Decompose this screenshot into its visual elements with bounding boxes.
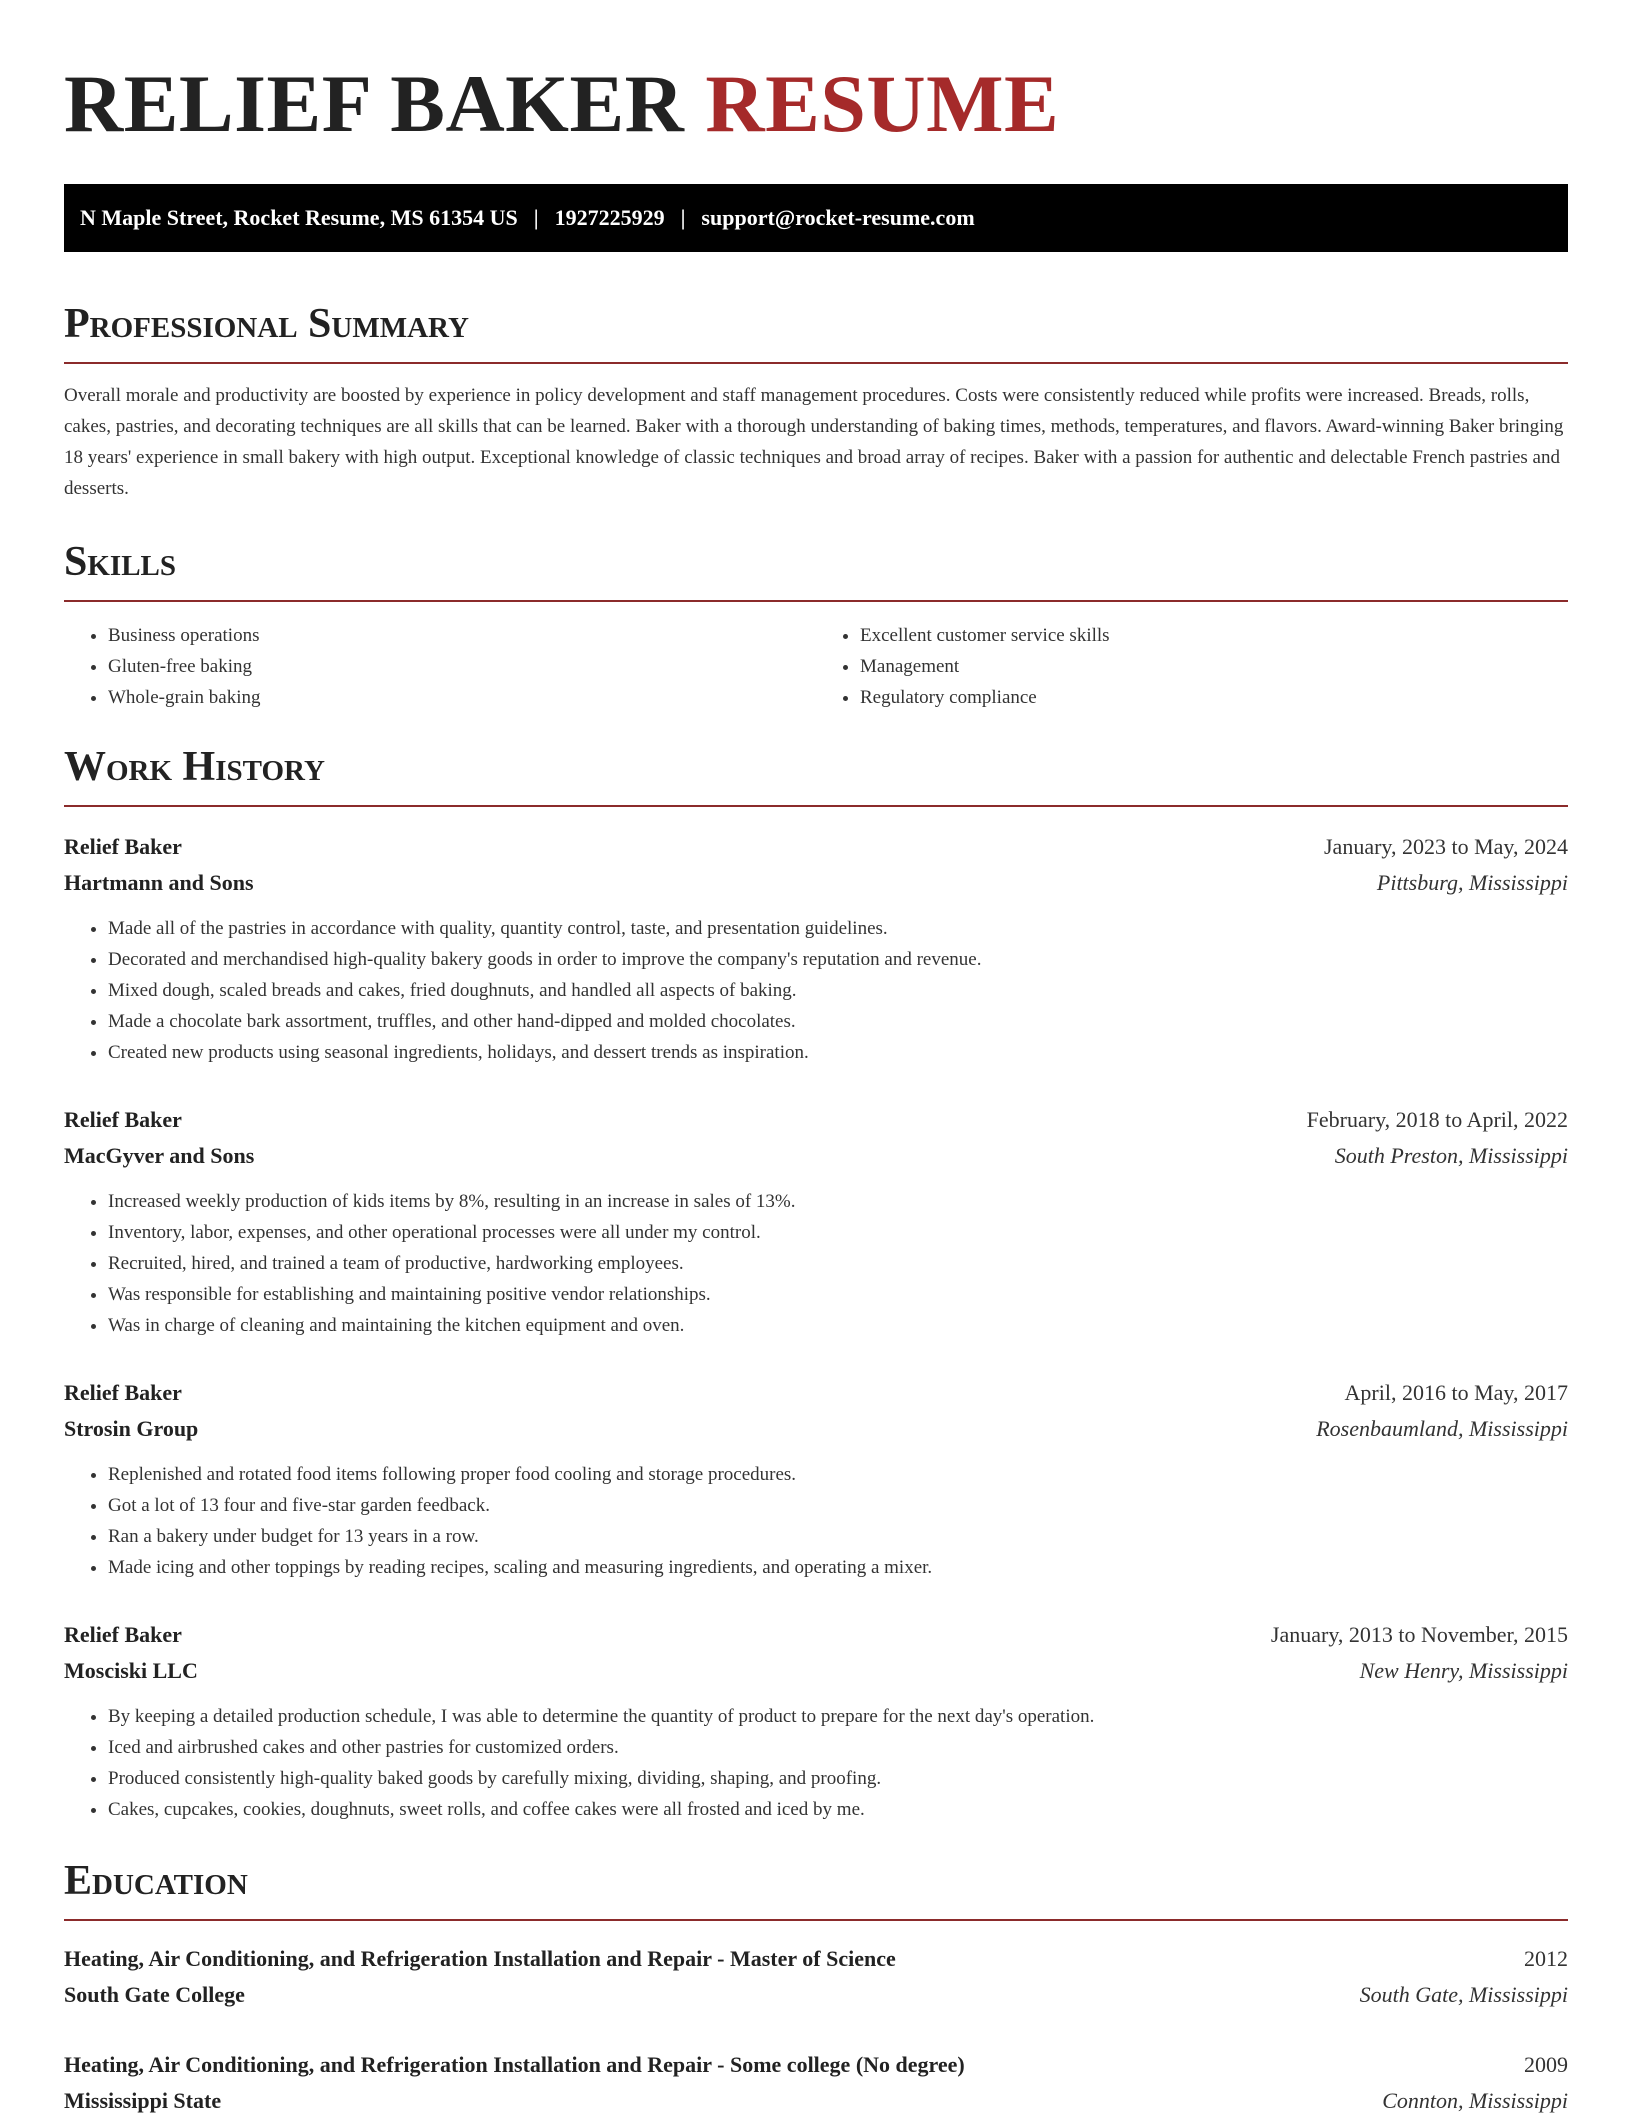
email-link[interactable]: support@rocket-resume.com bbox=[701, 205, 975, 230]
job-bullet: • Was in charge of cleaning and maintaining the kitchen equipment and oven. bbox=[108, 1310, 1568, 1341]
job-location: South Preston, Mississippi bbox=[1334, 1143, 1568, 1168]
section-divider bbox=[64, 362, 1568, 364]
job-dates: February, 2018 to April, 2022 bbox=[1306, 1107, 1568, 1132]
school-location: Connton, Mississippi bbox=[1382, 2088, 1568, 2113]
graduation-year: 2012 bbox=[1524, 1946, 1568, 1971]
resume-heading bbox=[64, 0, 1568, 150]
job-location: Pittsburg, Mississippi bbox=[1376, 870, 1568, 895]
job-title: Relief Baker bbox=[64, 1107, 182, 1132]
skill-item: • Whole-grain baking bbox=[108, 682, 816, 713]
job-bullets bbox=[64, 913, 1568, 1068]
job-dates: January, 2013 to November, 2015 bbox=[1270, 1622, 1568, 1647]
name-text: RELIEF BAKER bbox=[64, 58, 685, 149]
section-divider bbox=[64, 600, 1568, 602]
job-location: New Henry, Mississippi bbox=[1359, 1658, 1568, 1683]
summary-text: Overall morale and productivity are boosted by experience in policy development and staff management procedures. Costs were consistently reduced while profits were increased. Breads, rolls, cakes, pastries, and decorating techniques are all skills that can be learned. Baker with a thorough understanding of baking times, methods, temperatures, and flavors. Award-winning Baker bringing 18 years' experience in small bakery with high output. Exceptional knowledge of classic techniques and broad array of recipes. Baker with a passion for authentic and delectable French pastries and desserts. bbox=[64, 385, 1564, 499]
job-bullets bbox=[64, 1701, 1568, 1825]
job-bullet: • Produced consistently high-quality baked goods by carefully mixing, dividing, shaping, and proofing. bbox=[108, 1763, 1568, 1794]
section-divider bbox=[64, 805, 1568, 807]
job-bullet: • Made a chocolate bark assortment, truffles, and other hand-dipped and molded chocolates. bbox=[108, 1006, 1568, 1037]
school-name: South Gate College bbox=[64, 1982, 245, 2007]
skill-item: • Regulatory compliance bbox=[860, 682, 1568, 713]
job-entry bbox=[64, 1102, 1568, 1341]
job-bullet: • Ran a bakery under budget for 13 years in a row. bbox=[108, 1521, 1568, 1552]
company-name: MacGyver and Sons bbox=[64, 1143, 255, 1168]
contact-separator: | bbox=[533, 205, 539, 230]
job-dates: April, 2016 to May, 2017 bbox=[1344, 1380, 1568, 1405]
job-bullets bbox=[64, 1459, 1568, 1583]
contact-bar bbox=[64, 184, 1568, 252]
job-dates: January, 2023 to May, 2024 bbox=[1324, 834, 1568, 859]
job-entry bbox=[64, 1617, 1568, 1825]
phone-text: 1927225929 bbox=[554, 205, 665, 230]
graduation-year: 2009 bbox=[1524, 2052, 1568, 2077]
company-name: Hartmann and Sons bbox=[64, 870, 254, 895]
job-bullet: • By keeping a detailed production schedule, I was able to determine the quantity of product to prepare for the next day's operation. bbox=[108, 1701, 1568, 1732]
job-bullet: • Iced and airbrushed cakes and other pastries for customized orders. bbox=[108, 1732, 1568, 1763]
summary-heading: Professional Summary bbox=[64, 301, 469, 347]
education-heading: Education bbox=[64, 1858, 248, 1904]
job-bullet: • Got a lot of 13 four and five-star garden feedback. bbox=[108, 1490, 1568, 1521]
school-name: Mississippi State bbox=[64, 2088, 222, 2113]
job-bullet: • Mixed dough, scaled breads and cakes, fried doughnuts, and handled all aspects of baking. bbox=[108, 975, 1568, 1006]
job-bullet: • Increased weekly production of kids items by 8%, resulting in an increase in sales of 13%. bbox=[108, 1186, 1568, 1217]
work-history-heading: Work History bbox=[64, 744, 325, 790]
job-bullet: • Decorated and merchandised high-quality bakery goods in order to improve the company's reputation and revenue. bbox=[108, 944, 1568, 975]
job-bullet: • Created new products using seasonal ingredients, holidays, and dessert trends as inspiration. bbox=[108, 1037, 1568, 1068]
company-name: Strosin Group bbox=[64, 1416, 199, 1441]
contact-separator: | bbox=[680, 205, 686, 230]
skills-column-left bbox=[64, 620, 816, 713]
job-location: Rosenbaumland, Mississippi bbox=[1316, 1416, 1568, 1441]
degree-name: Heating, Air Conditioning, and Refrigeration Installation and Repair - Master of Science bbox=[64, 1946, 896, 1971]
job-bullet: • Cakes, cupcakes, cookies, doughnuts, sweet rolls, and coffee cakes were all frosted and iced by me. bbox=[108, 1794, 1568, 1825]
education-entry bbox=[64, 2047, 1568, 2119]
degree-name: Heating, Air Conditioning, and Refrigeration Installation and Repair - Some college (No degree) bbox=[64, 2052, 965, 2077]
job-title: Relief Baker bbox=[64, 1622, 182, 1647]
skill-item: • Business operations bbox=[108, 620, 816, 651]
job-bullet: • Recruited, hired, and trained a team of productive, hardworking employees. bbox=[108, 1248, 1568, 1279]
job-bullets bbox=[64, 1186, 1568, 1341]
education-entry bbox=[64, 1941, 1568, 2013]
address-text: N Maple Street, Rocket Resume, MS 61354 US bbox=[80, 205, 518, 230]
job-bullet: • Made all of the pastries in accordance with quality, quantity control, taste, and presentation guidelines. bbox=[108, 913, 1568, 944]
job-bullet: • Was responsible for establishing and maintaining positive vendor relationships. bbox=[108, 1279, 1568, 1310]
job-bullet: • Inventory, labor, expenses, and other operational processes were all under my control. bbox=[108, 1217, 1568, 1248]
skill-item: • Management bbox=[860, 651, 1568, 682]
company-name: Mosciski LLC bbox=[64, 1658, 198, 1683]
job-entry bbox=[64, 829, 1568, 1068]
skills-heading: Skills bbox=[64, 539, 177, 585]
skill-item: • Excellent customer service skills bbox=[860, 620, 1568, 651]
job-bullet: • Made icing and other toppings by reading recipes, scaling and measuring ingredients, and operating a mixer. bbox=[108, 1552, 1568, 1583]
skills-column-right bbox=[816, 620, 1568, 713]
skills-list bbox=[64, 620, 1568, 713]
job-title: Relief Baker bbox=[64, 834, 182, 859]
school-location: South Gate, Mississippi bbox=[1359, 1982, 1568, 2007]
section-divider bbox=[64, 1919, 1568, 1921]
job-title: Relief Baker bbox=[64, 1380, 182, 1405]
skill-item: • Gluten-free baking bbox=[108, 651, 816, 682]
job-bullet: • Replenished and rotated food items following proper food cooling and storage procedures. bbox=[108, 1459, 1568, 1490]
job-entry bbox=[64, 1375, 1568, 1583]
resume-accent-text: RESUME bbox=[705, 58, 1060, 149]
